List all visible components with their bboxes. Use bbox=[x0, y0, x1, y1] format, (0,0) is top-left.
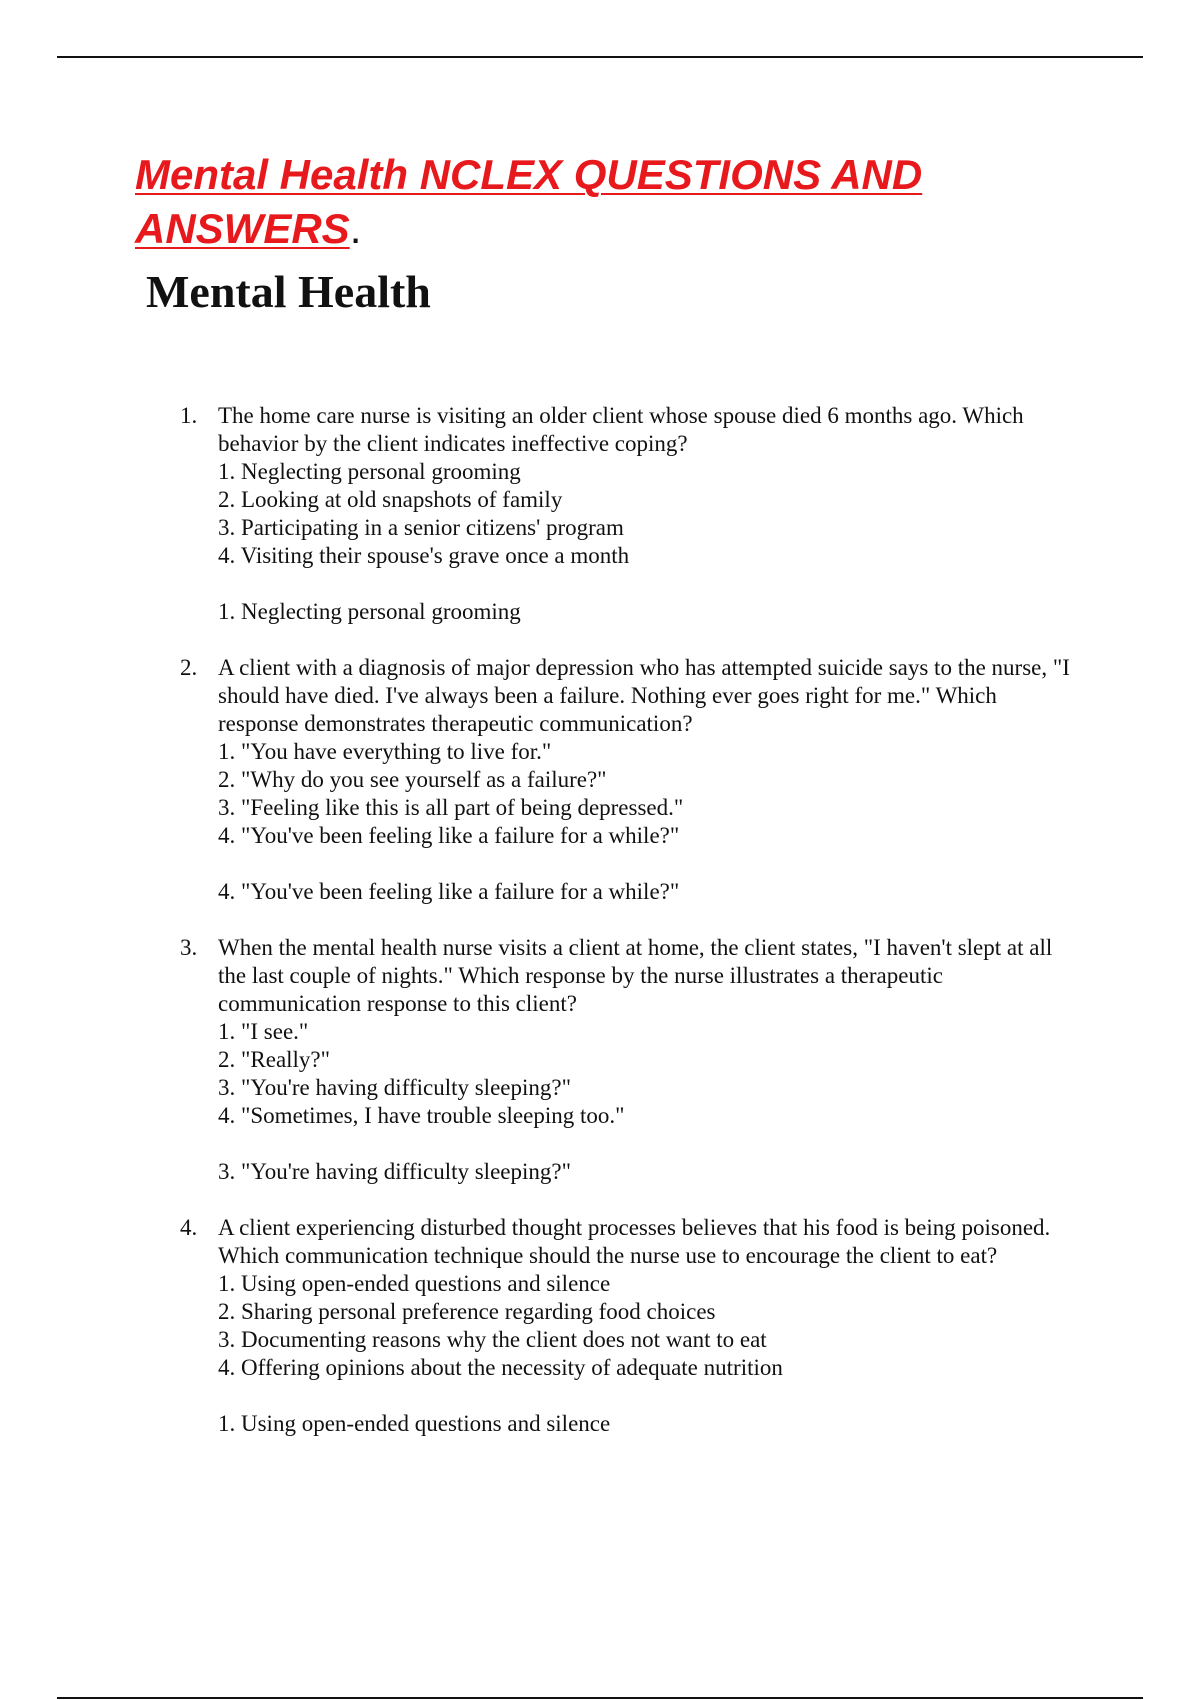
answer-option: 3. "Feeling like this is all part of being depressed." bbox=[218, 795, 684, 820]
answer-option: 1. Neglecting personal grooming bbox=[218, 459, 521, 484]
question-text: A client experiencing disturbed thought processes believes that his food is being poisoned. Which communication technique should the nurse use to encourage the client to eat? bbox=[218, 1215, 1051, 1268]
answer-option: 3. "You're having difficulty sleeping?" bbox=[218, 1075, 571, 1100]
question-number: 4. bbox=[180, 1215, 198, 1240]
question-number: 3. bbox=[180, 935, 198, 960]
answer-options bbox=[218, 458, 1080, 570]
answer-option: 4. Visiting their spouse's grave once a month bbox=[218, 543, 630, 568]
question-item bbox=[180, 654, 1080, 906]
bottom-rule bbox=[57, 1697, 1143, 1699]
answer-options bbox=[218, 738, 1080, 850]
answer-option: 4. Offering opinions about the necessity of adequate nutrition bbox=[218, 1355, 783, 1380]
question-text: A client with a diagnosis of major depression who has attempted suicide says to the nurse, "I should have died. I've always been a failure. Nothing ever goes right for me." Which response demonstrates therapeutic communication? bbox=[218, 655, 1070, 736]
correct-answer: 4. "You've been feeling like a failure for a while?" bbox=[218, 879, 680, 904]
correct-answer: 1. Using open-ended questions and silence bbox=[218, 1411, 611, 1436]
answer-option: 2. "Really?" bbox=[218, 1047, 331, 1072]
question-item bbox=[180, 1214, 1080, 1438]
answer-option: 3. Documenting reasons why the client does not want to eat bbox=[218, 1327, 767, 1352]
question-text: When the mental health nurse visits a client at home, the client states, "I haven't slept at all the last couple of nights." Which response by the nurse illustrates a therapeutic communication response to this client? bbox=[218, 935, 1053, 1016]
answer-option: 3. Participating in a senior citizens' program bbox=[218, 515, 624, 540]
answer-options bbox=[218, 1018, 1080, 1130]
question-item bbox=[180, 934, 1080, 1186]
question-list bbox=[180, 402, 1080, 1466]
answer-option: 2. Sharing personal preference regarding food choices bbox=[218, 1299, 716, 1324]
question-text: The home care nurse is visiting an older client whose spouse died 6 months ago. Which behavior by the client indicates ineffective coping? bbox=[218, 403, 1024, 456]
answer-option: 4. "You've been feeling like a failure for a while?" bbox=[218, 823, 680, 848]
answer-option: 4. "Sometimes, I have trouble sleeping too." bbox=[218, 1103, 625, 1128]
question-number: 1. bbox=[180, 403, 198, 428]
document-title-text: Mental Health NCLEX QUESTIONS AND ANSWERS bbox=[135, 151, 923, 252]
question-number: 2. bbox=[180, 655, 198, 680]
document-title-period: . bbox=[349, 205, 362, 252]
answer-option: 1. Using open-ended questions and silence bbox=[218, 1271, 611, 1296]
answer-options bbox=[218, 1270, 1080, 1382]
answer-option: 1. "You have everything to live for." bbox=[218, 739, 552, 764]
top-rule bbox=[57, 56, 1143, 58]
answer-option: 1. "I see." bbox=[218, 1019, 309, 1044]
answer-option: 2. Looking at old snapshots of family bbox=[218, 487, 563, 512]
section-heading: Mental Health bbox=[146, 266, 431, 317]
answer-option: 2. "Why do you see yourself as a failure?" bbox=[218, 767, 607, 792]
correct-answer: 1. Neglecting personal grooming bbox=[218, 599, 521, 624]
document-title bbox=[135, 148, 1015, 256]
question-item bbox=[180, 402, 1080, 626]
correct-answer: 3. "You're having difficulty sleeping?" bbox=[218, 1159, 571, 1184]
